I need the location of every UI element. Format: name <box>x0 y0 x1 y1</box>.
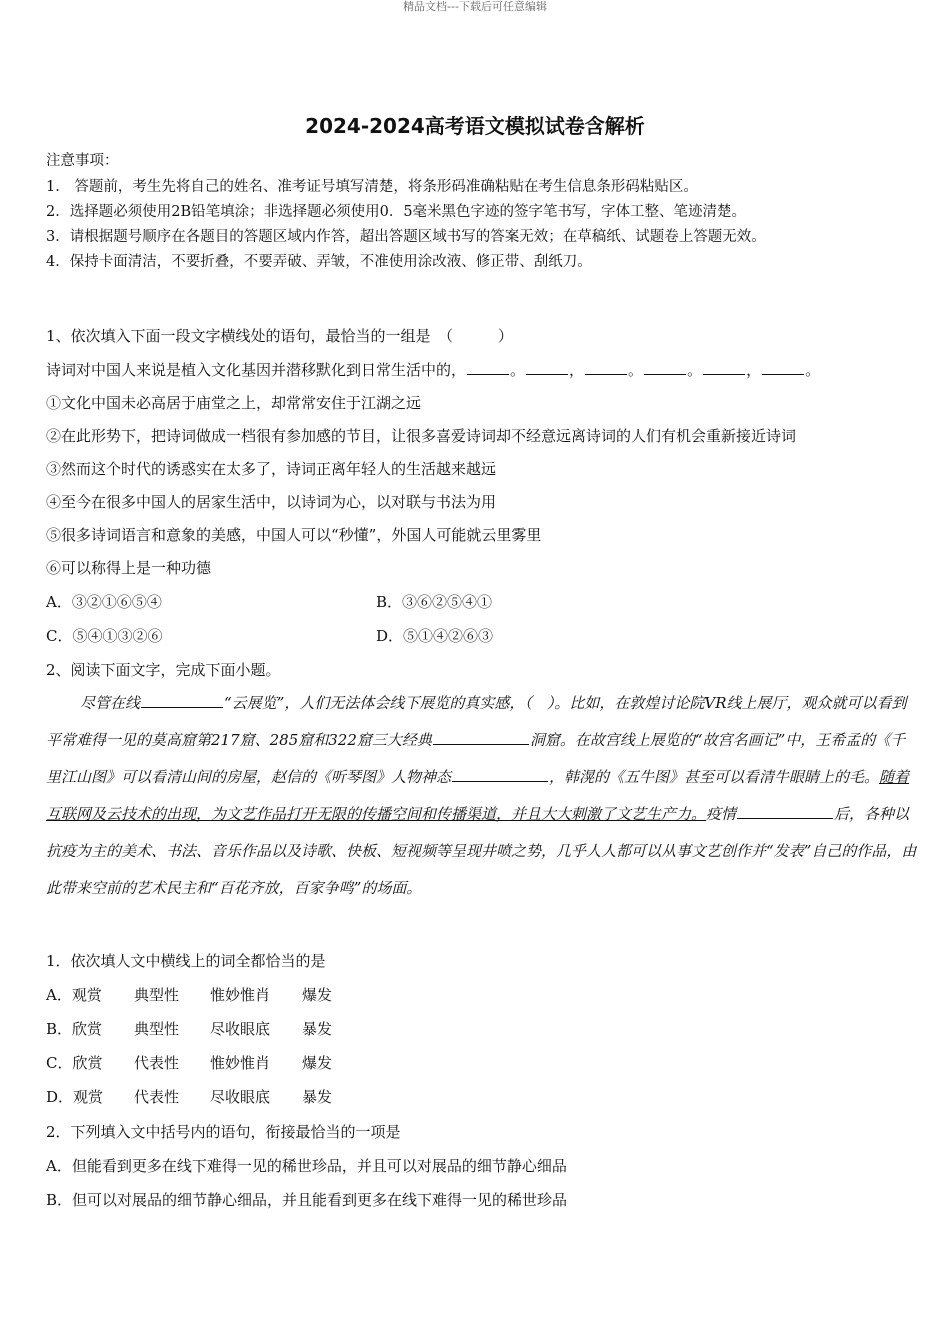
q2-passage-text: 尽管在线 <box>80 694 141 712</box>
answer-blank <box>644 373 686 375</box>
answer-blank <box>737 817 833 819</box>
q2-sub1-option <box>46 1052 332 1074</box>
notice-item: 1. 答题前，考生先将自己的姓名、准考证号填写清楚，将条形码准确粘贴在考生信息条形码粘贴区。 <box>46 179 698 195</box>
answer-blank <box>762 373 804 375</box>
option-cell: 惟妙惟肖 <box>210 986 271 1004</box>
option-cell: A．观赏 <box>46 986 102 1004</box>
q2-underlined-sentence: 随着互联网及云技术的出现，为文艺作品打开无限的传播空间和传播渠道，并且大大刺激了文艺生产力。 <box>46 768 910 823</box>
q1-option-d: D．⑤①④②⑥③ <box>376 627 494 645</box>
header-note: 精品文档---下载后可任意编辑 <box>403 0 547 13</box>
q2-passage-text: “云展览”，人们无法体会线下展览的真实感，（ ）。比如，在敦煌讨论院VR线上展厅，观众就可以看到平常难得一见的莫高窟第217窟、285窟和322窟三大经典 <box>46 694 907 749</box>
q2-stem: 2、阅读下面文字，完成下面小题。 <box>46 661 281 679</box>
q2-passage-text: 疫情 <box>706 805 737 823</box>
q2-sub2-stem: 2．下列填入文中括号内的语句，衔接最恰当的一项是 <box>46 1123 401 1141</box>
notice-heading: 注意事项： <box>46 153 119 169</box>
option-cell: 惟妙惟肖 <box>210 1054 271 1072</box>
option-cell: 爆发 <box>302 986 333 1004</box>
q1-option-b: B．③⑥②⑤④① <box>376 593 493 611</box>
q1-stem: 1、依次填入下面一段文字横线处的语句，最恰当的一组是 （ ） <box>46 327 514 345</box>
q1-option-c: C．⑤④①③②⑥ <box>46 627 163 645</box>
q1-sentence: ⑥可以称得上是一种功德 <box>46 559 212 577</box>
option-cell: 典型性 <box>134 986 180 1004</box>
answer-blank <box>703 373 745 375</box>
q2-sub2-option-a: A．但能看到更多在线下难得一见的稀世珍品，并且可以对展品的细节静心细品 <box>46 1157 567 1175</box>
option-cell: 代表性 <box>134 1054 180 1072</box>
option-cell: 尽收眼底 <box>210 1088 271 1106</box>
q2-sub2-option-b: B．但可以对展品的细节静心细品，并且能看到更多在线下难得一见的稀世珍品 <box>46 1191 568 1209</box>
option-cell: 尽收眼底 <box>210 1020 271 1038</box>
answer-blank <box>433 743 529 745</box>
q2-sub1-option <box>46 1018 332 1040</box>
q2-sub1-option <box>46 984 332 1006</box>
q1-sentence: ③然而这个时代的诱惑实在太多了，诗词正离年轻人的生活越来越远 <box>46 460 497 478</box>
q1-sentence: ⑤很多诗词语言和意象的美感，中国人可以“秒懂”，外国人可能就云里雾里 <box>46 526 542 544</box>
notice-item: 2．选择题必须使用2B铅笔填涂；非选择题必须使用0．5毫米黑色字迹的签字笔书写，字体工整、笔迹清楚。 <box>46 204 747 220</box>
q1-passage-text: 诗词对中国人来说是植入文化基因并潜移默化到日常生活中的， <box>46 361 467 379</box>
answer-blank <box>141 706 223 708</box>
option-cell: B．欣赏 <box>46 1020 103 1038</box>
notice-item: 3．请根据题号顺序在各题目的答题区域内作答，超出答题区域书写的答案无效；在草稿纸、试题卷上答题无效。 <box>46 229 766 245</box>
option-cell: D．观赏 <box>46 1088 104 1106</box>
answer-blank <box>585 373 627 375</box>
option-cell: 暴发 <box>302 1020 333 1038</box>
q2-passage-text: 洞窟。在故宫线上展览的“故宫名画记”中，王希孟的《千里江山图》可以看清山间的房屋，赵信的《听琴图》人物神态 <box>46 731 906 786</box>
q1-option-a: A．③②①⑥⑤④ <box>46 593 162 611</box>
q2-passage <box>46 685 918 907</box>
option-cell: 爆发 <box>302 1054 333 1072</box>
answer-blank <box>526 373 568 375</box>
q2-sub1-option <box>46 1086 332 1108</box>
q1-sentence: ②在此形势下，把诗词做成一档很有参加感的节目，让很多喜爱诗词却不经意远离诗词的人们有机会重新接近诗词 <box>46 427 797 445</box>
option-cell: C．欣赏 <box>46 1054 103 1072</box>
answer-blank <box>452 780 548 782</box>
option-cell: 代表性 <box>134 1088 180 1106</box>
notice-item: 4．保持卡面清洁，不要折叠，不要弄破、弄皱，不准使用涂改液、修正带、刮纸刀。 <box>46 254 592 270</box>
answer-blank <box>467 373 509 375</box>
q2-passage-text: ，韩滉的《五牛图》甚至可以看清牛眼睛上的毛。 <box>549 768 880 786</box>
q1-sentence: ①文化中国未必高居于庙堂之上，却常常安住于江湖之远 <box>46 394 422 412</box>
option-cell: 典型性 <box>134 1020 180 1038</box>
option-cell: 暴发 <box>302 1088 333 1106</box>
q1-sentence: ④至今在很多中国人的居家生活中，以诗词为心，以对联与书法为用 <box>46 493 497 511</box>
q1-passage: 诗词对中国人来说是植入文化基因并潜移默化到日常生活中的， 。 ， 。 。 ， 。 <box>46 361 821 379</box>
page-title: 2024-2024高考语文模拟试卷含解析 <box>305 114 645 138</box>
q2-sub1-stem: 1．依次填人文中横线上的词全都恰当的是 <box>46 952 326 970</box>
q2-passage-text: 后，各种以抗疫为主的美术、书法、音乐作品以及诗歌、快板、短视频等呈现井喷之势，几乎人人都可以从事文艺创作并“发表”自己的作品，由此带来空前的艺术民主和“百花齐放，百家争鸣”的场面。 <box>46 805 917 897</box>
